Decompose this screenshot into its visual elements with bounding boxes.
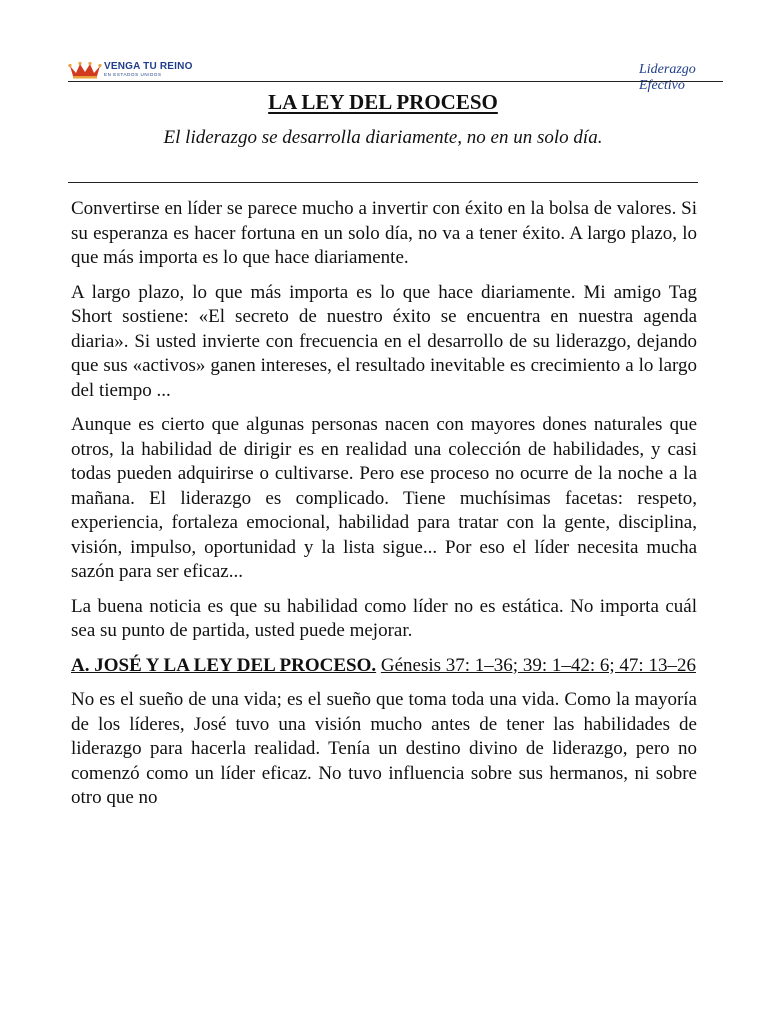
header-tag: Liderazgo Efectivo <box>639 62 696 93</box>
document-body <box>71 197 697 821</box>
paragraph: Convertirse en líder se parece mucho a invertir con éxito en la bolsa de valores. Si su esperanza es hacer fortuna en un solo día, no va a tener éxito. A largo plazo, lo que más importa es lo que hace diariamente. <box>71 198 697 268</box>
logo <box>68 58 193 82</box>
page-title: LA LEY DEL PROCESO <box>268 90 498 114</box>
logo-text: VENGA TU REINO <box>104 61 193 73</box>
section-heading-line <box>71 654 697 679</box>
paragraph: No es el sueño de una vida; es el sueño que toma toda una vida. Como la mayoría de los líderes, José tuvo una visión mucho antes de tener las habilidades de liderazgo para hacerla realidad. Tenía un destino divino de liderazgo, pero no comenzó como un líder eficaz. No tuvo influencia sobre sus hermanos, ni sobre otro que no <box>71 689 697 808</box>
subtitle: El liderazgo se desarrolla diariamente, no en un solo día. <box>163 127 603 148</box>
logo-subtext: EN ESTADOS UNIDOS <box>104 72 162 78</box>
header-rule <box>68 81 723 82</box>
paragraph: A largo plazo, lo que más importa es lo que hace diariamente. Mi amigo Tag Short sostiene: «El secreto de nuestro éxito se encuentra en nuestra agenda diaria». Si usted invierte con frecuencia en el desarrollo de su liderazgo, dejando que sus «activos» ganen intereses, el resultado inevitable es crecimiento a lo largo del tiempo ... <box>71 281 697 401</box>
scripture-reference: Génesis 37: 1–36; 39: 1–42: 6; 47: 13–26 <box>380 654 696 676</box>
section-heading: A. JOSÉ Y LA LEY DEL PROCESO. <box>71 654 377 676</box>
paragraph: La buena noticia es que su habilidad como líder no es estática. No importa cuál sea su punto de partida, usted puede mejorar. <box>71 595 697 641</box>
crown-icon <box>68 61 102 79</box>
paragraph: Aunque es cierto que algunas personas nacen con mayores dones naturales que otros, la habilidad de dirigir es en realidad una colección de habilidades, y casi todas pueden adquirirse o cultivarse. Pero ese proceso no ocurre de la noche a la mañana. El liderazgo es complicado. Tiene muchísimas facetas: respeto, experiencia, fortaleza emocional, habilidad para tratar con la gente, disciplina, visión, impulso, oportunidad y la lista sigue... Por eso el líder necesita mucha sazón para ser eficaz... <box>71 414 697 582</box>
divider <box>68 182 698 183</box>
